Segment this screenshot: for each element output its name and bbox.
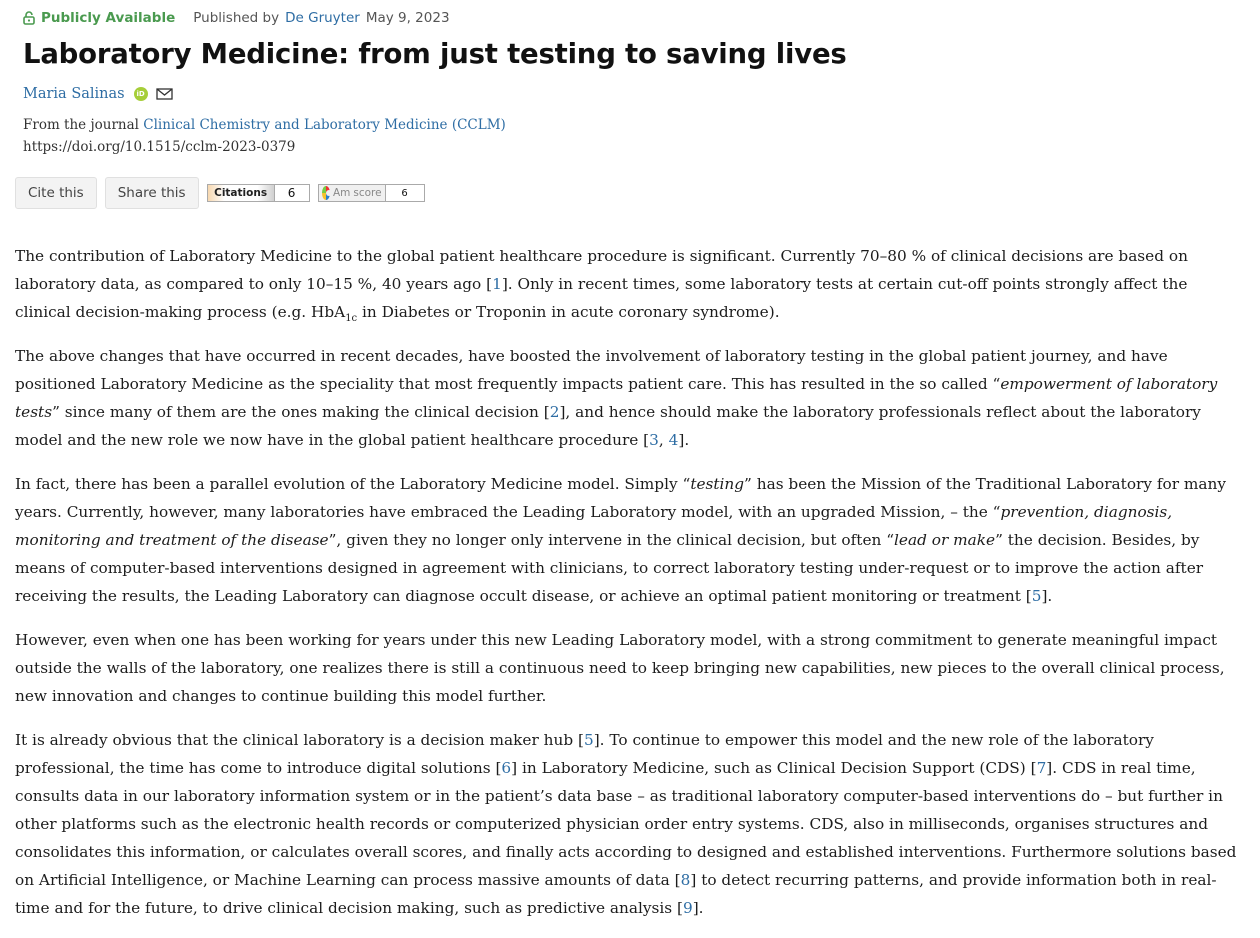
article-title: Laboratory Medicine: from just testing to saving lives bbox=[23, 38, 847, 70]
paragraph-5 bbox=[15, 726, 1243, 922]
author-row bbox=[23, 86, 173, 102]
emphasis: testing bbox=[690, 475, 745, 493]
text: The contribution of Laboratory Medicine to the global patient healthcare procedure is significant. Currently 70–80 % of clinical decisions are based on laboratory data, as compared to only 10–15 %, 40 years ago [ bbox=[15, 247, 1188, 293]
text: The above changes that have occurred in recent decades, have boosted the involvement of laboratory testing in the global patient journey, and have positioned Laboratory Medicine as the speciality that most frequently impacts patient care. This has resulted in the so called “ bbox=[15, 347, 1168, 393]
reference-link[interactable]: 9 bbox=[682, 899, 693, 917]
text: ”, given they no longer only intervene in the clinical decision, but often “ bbox=[328, 531, 895, 549]
access-status: Publicly Available bbox=[41, 10, 176, 26]
journal-link[interactable]: Clinical Chemistry and Laboratory Medicine (CCLM) bbox=[143, 117, 506, 133]
reference-link[interactable]: 7 bbox=[1036, 759, 1047, 777]
text: ], and hence should make the laboratory professionals reflect about the laboratory model and the new role we now have in the global patient healthcare procedure [ bbox=[15, 403, 1201, 449]
citations-badge: Citations bbox=[207, 184, 275, 202]
reference-link[interactable]: 3 bbox=[649, 431, 659, 449]
subscript: 1c bbox=[345, 313, 358, 325]
paragraph-4: However, even when one has been working for years under this new Leading Laboratory model, with a strong commitment to generate meaningful impact outside the walls of the laboratory, one realizes there is still a continuous need to keep bringing new capabilities, new pieces to the overall clinical process, new innovation and changes to continue building this model further. bbox=[15, 631, 1225, 705]
text: ” since many of them are the ones making the clinical decision [ bbox=[52, 403, 550, 421]
text: ]. To continue to empower this model and the new role of the laboratory professional, the time has come to introduce digital solutions [ bbox=[15, 731, 1154, 777]
altmetric-donut-icon bbox=[322, 186, 330, 200]
journal-prefix: From the journal bbox=[23, 117, 139, 133]
paragraph-3 bbox=[15, 470, 1243, 610]
altmetric-score: 6 bbox=[386, 184, 425, 202]
reference-link[interactable]: 5 bbox=[583, 731, 594, 749]
share-button[interactable]: Share this bbox=[105, 177, 199, 209]
text: ]. CDS in real time, consults data in our laboratory information system or in the patient’s data base – as traditional laboratory computer-based interventions do – but further in other platforms such as the electronic health records or computerized physician order entry systems. CDS, also in milliseconds, organises structures and consolidates this information, or calculates overall scores, and finally acts according to designed and established interventions. Furthermore solutions based on Artificial Intelligence, or Machine Learning can process massive amounts of data [ bbox=[15, 759, 1237, 889]
text: ” has been the Mission of the Traditional Laboratory for many years. Currently, however, many laboratories have embraced the Leading Laboratory model, with an upgraded Mission, – the “ bbox=[15, 475, 1227, 521]
text: ] to detect recurring patterns, and provide information both in real-time and for the future, to drive clinical decision making, such as predictive analysis [ bbox=[15, 871, 1217, 917]
altmetric-label: Am bbox=[332, 187, 351, 199]
text: It is already obvious that the clinical laboratory is a decision maker hub [ bbox=[15, 731, 584, 749]
altmetric-metric[interactable] bbox=[318, 184, 425, 202]
altmetric-score-label: score bbox=[353, 187, 382, 199]
text: In fact, there has been a parallel evolution of the Laboratory Medicine model. Simply “ bbox=[15, 475, 691, 493]
text: ] in Laboratory Medicine, such as Clinical Decision Support (CDS) [ bbox=[511, 759, 1037, 777]
emphasis: empowerment of laboratory tests bbox=[15, 375, 1218, 421]
reference-link[interactable]: 4 bbox=[668, 431, 679, 449]
emphasis: lead or make bbox=[894, 531, 996, 549]
orcid-icon[interactable]: iD bbox=[134, 87, 148, 101]
text: , bbox=[658, 431, 669, 449]
paragraph-2 bbox=[15, 342, 1243, 454]
publication-date: May 9, 2023 bbox=[365, 10, 450, 26]
lock-icon bbox=[23, 11, 35, 25]
reference-link[interactable]: 1 bbox=[492, 275, 502, 293]
altmetric-badge bbox=[318, 184, 386, 202]
reference-link[interactable]: 6 bbox=[501, 759, 512, 777]
text: ]. bbox=[678, 431, 690, 449]
reference-link[interactable]: 5 bbox=[1031, 587, 1042, 605]
article-actions bbox=[15, 177, 425, 209]
access-bar bbox=[23, 10, 450, 26]
doi[interactable]: https://doi.org/10.1515/cclm-2023-0379 bbox=[23, 139, 296, 155]
text: in Diabetes or Troponin in acute coronary syndrome). bbox=[357, 303, 780, 321]
publisher-link[interactable]: De Gruyter bbox=[285, 10, 360, 26]
article-body bbox=[15, 242, 1243, 938]
mail-icon[interactable] bbox=[156, 88, 173, 100]
text: ]. Only in recent times, some laboratory tests at certain cut-off points strongly affect the clinical decision-making process (e.g. HbA bbox=[15, 275, 1188, 321]
cite-button[interactable]: Cite this bbox=[15, 177, 97, 209]
published-by-label: Published by bbox=[193, 10, 280, 26]
text: ]. bbox=[692, 899, 704, 917]
citations-count: 6 bbox=[275, 184, 310, 202]
citations-metric[interactable] bbox=[207, 184, 310, 202]
paragraph-1 bbox=[15, 242, 1243, 326]
text: ]. bbox=[1041, 587, 1053, 605]
emphasis: prevention, diagnosis, monitoring and treatment of the disease bbox=[15, 503, 1173, 549]
text: ” the decision. Besides, by means of computer-based interventions designed in agreement with clinicians, to correct laboratory testing under-request or to improve the action after receiving the results, the Leading Laboratory can diagnose occult disease, or achieve an optimal patient monitoring or treatment [ bbox=[15, 531, 1204, 605]
reference-link[interactable]: 8 bbox=[680, 871, 691, 889]
journal-row bbox=[23, 117, 506, 133]
reference-link[interactable]: 2 bbox=[549, 403, 560, 421]
author-link[interactable]: Maria Salinas bbox=[23, 86, 125, 102]
